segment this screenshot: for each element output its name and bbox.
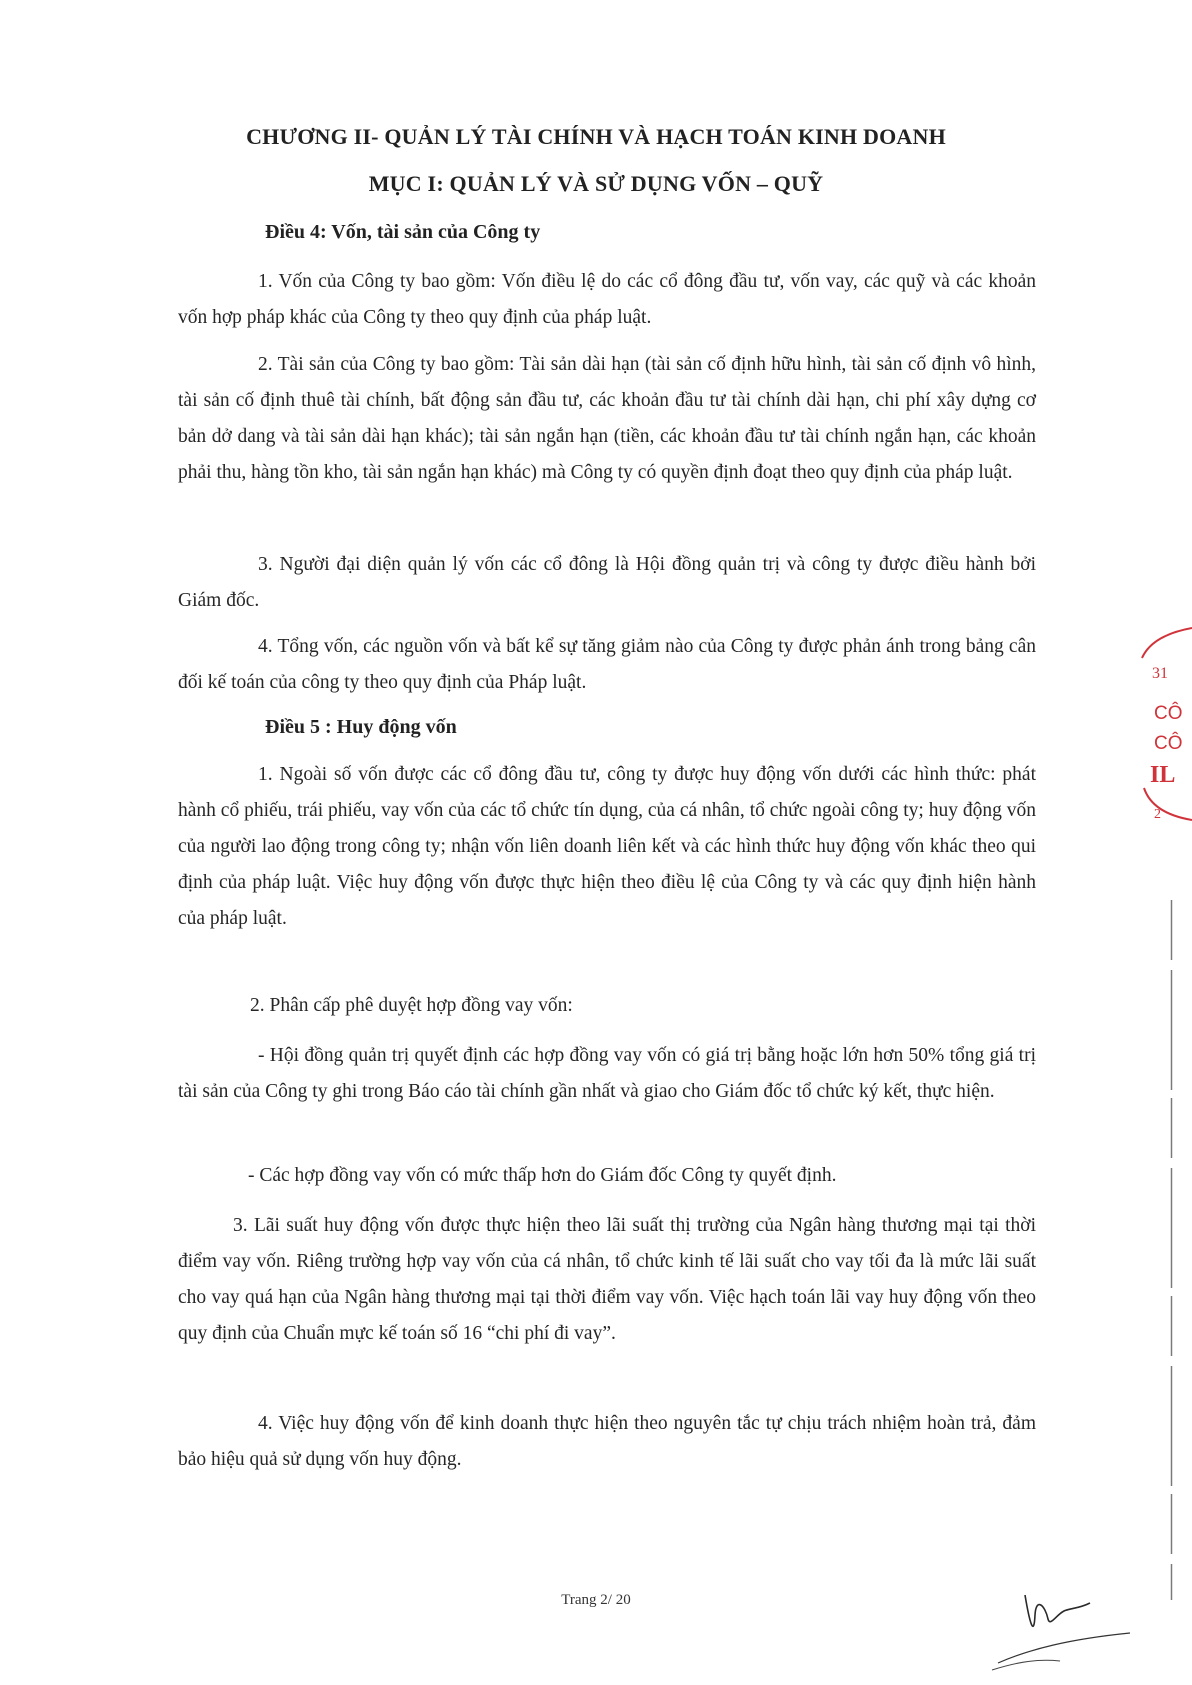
article-5-paragraph-3: 3. Lãi suất huy động vốn được thực hiện theo lãi suất thị trường của Ngân hàng thương mại tại thời điểm vay vốn. Riêng trường hợp vay vốn của cá nhân, tổ chức kinh tế lãi suất cho vay tối đa là mức lãi suất cho vay quá hạn của Ngân hàng thương mại tại thời điểm vay vốn. Việc hạch toán lãi vay huy động vốn theo quy định của Chuẩn mực kế toán số 16 “chi phí đi vay”. <box>178 1215 1036 1344</box>
handwritten-signature <box>990 1575 1140 1675</box>
article-4-paragraph-3: 3. Người đại diện quản lý vốn các cổ đông là Hội đồng quản trị và công ty được điều hành bởi Giám đốc. <box>178 554 1036 611</box>
article-4-paragraph-1: 1. Vốn của Công ty bao gồm: Vốn điều lệ do các cổ đông đầu tư, vốn vay, các quỹ và các khoản vốn hợp pháp khác của Công ty theo quy định của pháp luật. <box>178 271 1036 328</box>
page-number: Trang 2/ 20 <box>561 1592 631 1608</box>
article-4-paragraph-2: 2. Tài sản của Công ty bao gồm: Tài sản dài hạn (tài sản cố định hữu hình, tài sản cố định vô hình, tài sản cố định thuê tài chính, bất động sản đầu tư, các khoản đầu tư tài chính dài hạn, chi phí xây dựng cơ bản dở dang và tài sản dài hạn khác); tài sản ngắn hạn (tiền, các khoản đầu tư tài chính ngắn hạn, các khoản phải thu, hàng tồn kho, tài sản ngắn hạn khác) mà Công ty có quyền định đoạt theo quy định của pháp luật. <box>178 354 1036 483</box>
article-5-paragraph-2: 2. Phân cấp phê duyệt hợp đồng vay vốn: <box>250 995 573 1016</box>
article-5-paragraph-4: 4. Việc huy động vốn để kinh doanh thực hiện theo nguyên tắc tự chịu trách nhiệm hoàn trả, đảm bảo hiệu quả sử dụng vốn huy động. <box>178 1413 1036 1470</box>
article-5-title: Điều 5 : Huy động vốn <box>265 716 457 738</box>
scan-edge-line <box>1170 900 1173 1600</box>
stamp-text-5: 2 <box>1154 807 1161 822</box>
article-5-paragraph-2a: - Hội đồng quản trị quyết định các hợp đồng vay vốn có giá trị bằng hoặc lớn hơn 50% tổng giá trị tài sản của Công ty ghi trong Báo cáo tài chính gần nhất và giao cho Giám đốc tổ chức ký kết, thực hiện. <box>178 1045 1036 1102</box>
stamp-text-3: CÔ <box>1154 733 1183 754</box>
stamp-text-2: CÔ <box>1154 703 1183 724</box>
section-title: MỤC I: QUẢN LÝ VÀ SỬ DỤNG VỐN – QUỸ <box>368 171 824 196</box>
stamp-text-1: 31 <box>1152 665 1168 682</box>
article-4-paragraph-4: 4. Tổng vốn, các nguồn vốn và bất kể sự tăng giảm nào của Công ty được phản ánh trong bảng cân đối kế toán của công ty theo quy định của Pháp luật. <box>178 636 1036 693</box>
article-5-paragraph-1: 1. Ngoài số vốn được các cổ đông đầu tư, công ty được huy động vốn dưới các hình thức: phát hành cổ phiếu, trái phiếu, vay vốn của các tổ chức tín dụng, của cá nhân, tổ chức ngoài công ty; huy động vốn của người lao động trong công ty; nhận vốn liên doanh liên kết và các hình thức huy động vốn khác theo qui định của pháp luật. Việc huy động vốn được thực hiện theo điều lệ của Công ty và các quy định hiện hành của pháp luật. <box>178 764 1036 929</box>
stamp-text-4: IL <box>1150 762 1176 788</box>
company-stamp-fragment <box>1140 620 1192 840</box>
chapter-title: CHƯƠNG II- QUẢN LÝ TÀI CHÍNH VÀ HẠCH TOÁN KINH DOANH <box>246 124 946 149</box>
article-4-title: Điều 4: Vốn, tài sản của Công ty <box>265 221 541 243</box>
article-5-paragraph-2b: - Các hợp đồng vay vốn có mức thấp hơn do Giám đốc Công ty quyết định. <box>248 1165 837 1186</box>
